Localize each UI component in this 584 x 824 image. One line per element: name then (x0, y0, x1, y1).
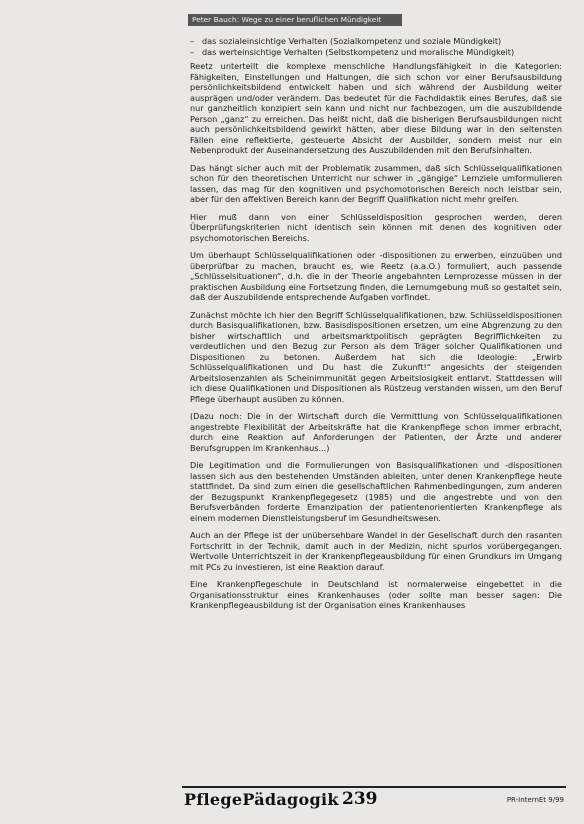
bullet-item: – das sozialeinsichtige Verhalten (Sozialkompetenz und soziale Mündigkeit) (190, 36, 562, 47)
paragraph: Das hängt sicher auch mit der Problematik zusammen, daß sich Schlüsselqualifikationen schon für den theoretischen Unterricht nur schwer in „gängige“ Lernziele umformulieren lassen, das mag für den kognitiven und psychomotorischen Bereich noch leistbar sein, aber für den affektiven Bereich kann der Begriff Qualifikation nicht mehr greifen. (190, 162, 562, 204)
bullet-list (190, 36, 562, 57)
paragraph: Eine Krankenpflegeschule in Deutschland ist normalerweise eingebettet in die Organisationsstruktur eines Krankenhauses (oder sollte man besser sagen: Die Krankenpflegeausbildung ist der Organisation eines Krankenhauses (190, 579, 562, 610)
paragraph: Reetz unterteilt die komplexe menschliche Handlungsfähigkeit in die Kategorien: Fähigkeiten, Einstellungen und Haltungen, die sich schon vor einer Berufsausbildung persönlichkeitsbildend entwickelt haben und sich während der Ausbildung weiter ausprägen und/oder verändern. Das bedeutet für die Fachdidaktik eines Berufes, daß sie nur ganzheitlich konzipiert sein kann und nicht nur fachbezogen, um die auszubildende Person „ganz“ zu erreichen. Das heißt nicht, daß die bisherigen Berufsausbildungen nicht auch persönlichkeitsbildend gewirkt hätten, aber diese Bildung war in den seltensten Fällen eine reflektierte, gesteuerte Absicht der Ausbilder, sondern meist nur ein Nebenprodukt der Auseinandersetzung des Auszubildenden mit den Berufsinhalten. (190, 61, 562, 155)
bullet-item: – das werteinsichtige Verhalten (Selbstkompetenz und moralische Mündigkeit) (190, 47, 562, 58)
issue-label: PR-InternEt 9/99 (506, 796, 564, 804)
page-footer (182, 786, 566, 814)
page-number: 239 (342, 789, 378, 809)
running-header: Peter Bauch: Wege zu einer beruflichen Mündigkeit (188, 14, 402, 26)
paragraph: Die Legitimation und die Formulierungen von Basisqualifikationen und -dispositionen lassen sich aus den bestehenden Umständen ableiten, unter denen Krankenpflege heute stattfindet. Da sind zum einen die gesellschaftlichen Rahmenbedingungen, zum anderen der Bezugspunkt Krankenpflegegesetz (1985) und die angestrebte und von den Berufsverbänden forderte Emanzipation der patientenorientierten Krankenpflege als einem modernen Dienstleistungsberuf im Gesundheitswesen. (190, 460, 562, 523)
paragraph: Zunächst möchte ich hier den Begriff Schlüsselqualifikationen, bzw. Schlüsseldispositionen durch Basisqualifikationen, bzw. Basisdispositionen ersetzen, um eine Abgrenzung zu den bisher wirtschaftlich und arbeitsmarktpolitisch geprägten Begrifflichkeiten zu verdeutlichen und den Bezug zur Person als dem Träger solcher Qualifikationen und Dispositionen zu betonen. Außerdem hat sich die Ideologie: „Erwirb Schlüsselqualifikationen und Du hast die Zukunft!“ angesichts der steigenden Arbeitslosenzahlen als Scheinimmunität gegen Arbeitslosigkeit entlarvt. Stattdessen will ich diese Qualifikationen und Dispositionen als Rüstzeug verstanden wissen, um den Beruf Pflege überhaupt ausüben zu können. (190, 309, 562, 404)
paragraph: Auch an der Pflege ist der unübersehbare Wandel in der Gesellschaft durch den rasanten Fortschritt in der Technik, damit auch in der Medizin, nicht spurlos vorübergegangen. Wertvolle Unterrichtszeit in der Krankenpflegeausbildung für einen Grundkurs im Umgang mit PCs zu investieren, ist eine Reaktion darauf. (190, 530, 562, 572)
text-column (190, 36, 562, 618)
journal-title: PflegePädagogik (184, 790, 339, 809)
paragraph: (Dazu noch: Die in der Wirtschaft durch die Vermittlung von Schlüsselqualifikationen angestrebte Flexibilität der Arbeitskräfte hat die Krankenpflege schon immer erbracht, durch eine Reaktion auf Anforderungen der Patienten, der Ärzte und anderer Berufsgruppen im Krankenhaus...) (190, 411, 562, 453)
paragraph: Um überhaupt Schlüsselqualifikationen oder -dispositionen zu erwerben, einzuüben und überprüfbar zu machen, braucht es, wie Reetz (a.a.O.) formuliert, auch passende „Schlüsselsituationen“, d.h. die in der Theorie angebahnten Lernprozesse müssen in der praktischen Ausbildung eine Fortsetzung finden, die Lernumgebung muß so gestaltet sein, daß der Auszubildende entsprechende Aufgaben vorfindet. (190, 250, 562, 302)
paragraph: Hier muß dann von einer Schlüsseldisposition gesprochen werden, deren Überprüfungskriterien nicht identisch sein können mit denen des kognitiven oder psychomotorischen Bereichs. (190, 211, 562, 243)
